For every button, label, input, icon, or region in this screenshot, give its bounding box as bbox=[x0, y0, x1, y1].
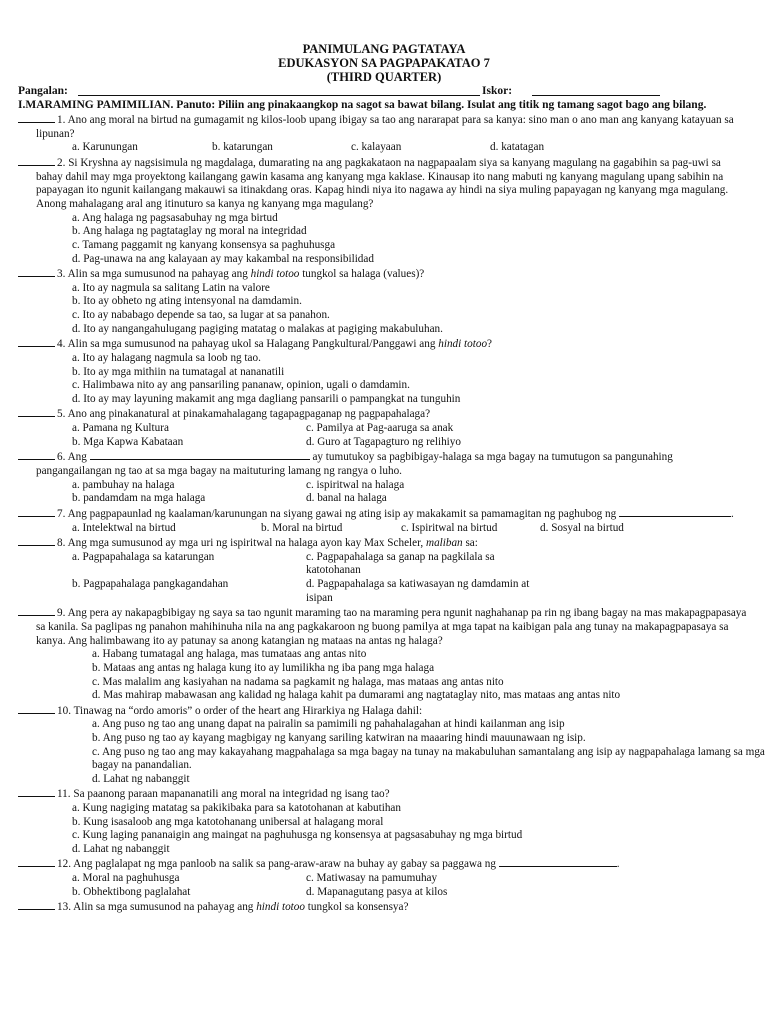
choice: c. kalayaan bbox=[351, 141, 402, 154]
question-text: Tinawag na “ordo amoris” o order of the heart ang Hirarkiya ng Halaga dahil: bbox=[73, 704, 423, 717]
question-2 bbox=[0, 155, 768, 212]
choice: a. Pamana ng Kultura bbox=[72, 422, 169, 435]
choice: b. pandamdam na mga halaga bbox=[72, 492, 206, 505]
answer-blank[interactable] bbox=[18, 605, 55, 616]
question-3 bbox=[0, 266, 768, 282]
choices-4 bbox=[0, 352, 768, 406]
question-number: 2. bbox=[57, 157, 66, 169]
choice: d. katatagan bbox=[490, 141, 545, 154]
choices-11 bbox=[0, 802, 768, 856]
answer-blank[interactable] bbox=[18, 266, 55, 277]
choice: a. Habang tumatagal ang halaga, mas tumataas ang antas nito bbox=[92, 648, 367, 661]
question-11 bbox=[0, 786, 768, 802]
question-number: 1. bbox=[57, 114, 66, 126]
choice: a. Karunungan bbox=[72, 141, 138, 154]
choices-6 bbox=[0, 479, 768, 506]
choice: b. Ang halaga ng pagtataglay ng moral na integridad bbox=[72, 225, 307, 238]
question-number: 3. bbox=[57, 268, 66, 281]
question-number: 4. bbox=[57, 338, 66, 351]
choice: d. Lahat ng nabanggit bbox=[92, 772, 190, 785]
answer-blank[interactable] bbox=[18, 506, 55, 517]
choice: c. Ang puso ng tao ang may kakayahang magpahalaga sa mga bagay na tunay na makabuluhan samantalang ang isip ay nagpapahalaga lamang sa mga bagay na panandalian. bbox=[92, 745, 765, 772]
choice: b. Ito ay mga mithiin na tumatagal at nananatili bbox=[72, 365, 285, 378]
choice: b. Ang puso ng tao ay kayang magbigay ng kanyang sariling katwiran na maaaring hindi mauunawaan ng isip. bbox=[92, 731, 586, 744]
choice: d. Pagpapahalaga sa katiwasayan ng damdamin at isipan bbox=[306, 578, 530, 604]
question-text: sa: bbox=[462, 537, 478, 550]
choice: c. Ispiritwal na birtud bbox=[401, 521, 498, 534]
question-text: Alin sa mga sumusunod na pahayag ang bbox=[67, 268, 251, 281]
emphasis-text: hindi totoo bbox=[250, 268, 300, 281]
question-number: 12. bbox=[57, 858, 71, 871]
instructions-text: Panuto: Piliin ang pinakaangkop na sagot sa bawat bilang. Isulat ang titik ng tamang sagot bago ang bilang. bbox=[176, 99, 707, 111]
answer-blank[interactable] bbox=[18, 703, 55, 714]
choice: b. Mataas ang antas ng halaga kung ito ay lumilikha ng iba pang mga halaga bbox=[92, 661, 435, 674]
choices-9 bbox=[0, 648, 768, 702]
choice: a. Pagpapahalaga sa katarungan bbox=[72, 550, 215, 563]
question-13 bbox=[0, 899, 768, 915]
choice: a. Kung nagiging matatag sa pakikibaka para sa katotohanan at kabutihan bbox=[72, 802, 401, 815]
answer-blank[interactable] bbox=[18, 535, 55, 546]
question-number: 6. bbox=[57, 451, 66, 464]
answer-blank[interactable] bbox=[18, 899, 55, 910]
choice: d. Ito ay may layuning makamit ang mga dagliang pansarili o pampangkat na tunguhin bbox=[72, 392, 461, 405]
choice: d. Mas mahirap mabawasan ang kalidad ng halaga kahit pa dumarami ang nagtataglay nito, mas mataas ang antas nito bbox=[92, 689, 621, 702]
choice: b. katarungan bbox=[212, 141, 273, 154]
choices-8 bbox=[0, 551, 768, 605]
choice: d. banal na halaga bbox=[306, 492, 387, 505]
choice: d. Lahat ng nabanggit bbox=[72, 842, 170, 855]
question-6 bbox=[0, 449, 768, 478]
question-9 bbox=[0, 605, 768, 648]
question-text: Ang pera ay nakapagbibigay ng saya sa tao ngunit maraming tao na maraming pera ngunit naghahanap pa rin ng ibang bagay na mas makapagpapasaya sa kanila. Sa paglipas ng panahon mahihinuha nila na ang pagkakaroon ng buong pamilya at mga tapat na kaibigan pala ang tunay na makapagpapasaya sa kanya. Ang halimbawang ito ay patunay sa anong katangian ng mataas na antas ng halaga? bbox=[36, 607, 747, 647]
fill-in-blank[interactable] bbox=[499, 856, 617, 867]
score-field[interactable] bbox=[532, 84, 660, 96]
quarter-title: (THIRD QUARTER) bbox=[326, 70, 442, 84]
question-8 bbox=[0, 535, 768, 551]
question-number: 9. bbox=[57, 607, 66, 620]
choice: b. Moral na birtud bbox=[261, 521, 343, 534]
choice: b. Obhektibong paglalahat bbox=[72, 885, 191, 898]
choice: a. Intelektwal na birtud bbox=[72, 521, 176, 534]
section-heading: I.MARAMING PAMIMILIAN. bbox=[18, 99, 174, 111]
answer-blank[interactable] bbox=[18, 112, 55, 123]
score-label: Iskor: bbox=[482, 85, 513, 97]
choice: b. Kung isasaloob ang mga katotohanang unibersal at halagang moral bbox=[72, 815, 384, 828]
choice: c. ispiritwal na halaga bbox=[306, 478, 405, 491]
question-4 bbox=[0, 336, 768, 352]
choice: a. pambuhay na halaga bbox=[72, 478, 175, 491]
choice: c. Matiwasay na pamumuhay bbox=[306, 872, 438, 885]
choice: c. Pagpapahalaga sa ganap na pagkilala sa katotohanan bbox=[306, 550, 495, 577]
choice: c. Kung laging pananaigin ang maingat na paghuhusga ng konsensya at pagsasabuhay ng mga birtud bbox=[72, 829, 523, 842]
choice: d. Mapanagutang pasya at kilos bbox=[306, 885, 448, 898]
question-text: ? bbox=[487, 338, 493, 351]
name-score-row bbox=[0, 84, 768, 98]
question-text: Si Kryshna ay nagsisimula ng magdalaga, dumarating na ang pagkakataon na nagpapaalam siya sa kanyang magulang na gagabihin sa pag-uwi sa bahay dahil may mga proyektong kailangang gawin kasama ang kanyang mga kaklase. Kinausap ito nang mabuti ng kanyang magulang upang sabihin na papayagan ito ngunit kailangang makauwi sa itinakdang oras. Kapag hindi niya ito nagawa ay hindi na siya muling papayagan ng kanyang mga magulang. Anong mahalagang aral ang itinuturo sa kanya ng kanyang mga magulang? bbox=[36, 157, 729, 211]
question-10 bbox=[0, 703, 768, 719]
choices-7 bbox=[0, 522, 768, 536]
question-text: Ano ang pinakanatural at pinakamahalagang tagapagpaganap ng pagpapahalaga? bbox=[67, 408, 431, 421]
choices-1 bbox=[0, 141, 768, 155]
question-text: ay tumutukoy sa pagbibigay-halaga sa mga bagay na tumutugon sa pangunahing pangangailangan ng tao at sa mga bagay na maituturing lamang ng rangya o luho. bbox=[36, 451, 673, 477]
choice: c. Pamilya at Pag-aaruga sa anak bbox=[306, 422, 454, 435]
emphasis-text: maliban bbox=[425, 537, 463, 550]
choice: d. Pag-unawa na ang kalayaan ay may kakambal na responsibilidad bbox=[72, 252, 374, 265]
name-field[interactable] bbox=[78, 84, 480, 96]
question-number: 11. bbox=[57, 788, 71, 801]
choice: d. Ito ay nangangahulugang pagiging matatag o malakas at pagiging makabuluhan. bbox=[72, 322, 443, 335]
question-text: Alin sa mga sumusunod na pahayag ang bbox=[73, 901, 257, 914]
answer-blank[interactable] bbox=[18, 786, 55, 797]
question-1 bbox=[0, 112, 768, 141]
answer-blank[interactable] bbox=[18, 856, 55, 867]
page-title: PANIMULANG PAGTATAYA bbox=[302, 42, 466, 56]
question-number: 7. bbox=[57, 507, 66, 520]
choice: a. Moral na paghuhusga bbox=[72, 872, 180, 885]
choice: a. Ang halaga ng pagsasabuhay ng mga birtud bbox=[72, 211, 278, 224]
name-label: Pangalan: bbox=[18, 85, 68, 97]
fill-in-blank[interactable] bbox=[90, 449, 310, 460]
question-number: 10. bbox=[57, 704, 71, 717]
choices-10 bbox=[0, 718, 768, 786]
choice: a. Ito ay nagmula sa salitang Latin na valore bbox=[72, 281, 270, 294]
emphasis-text: hindi totoo bbox=[438, 338, 488, 351]
fill-in-blank[interactable] bbox=[619, 506, 731, 517]
answer-blank[interactable] bbox=[18, 406, 55, 417]
question-text: Sa paanong paraan mapananatili ang moral na integridad ng isang tao? bbox=[73, 788, 390, 801]
question-text: Ang pagpapaunlad ng kaalaman/karunungan na siyang gawai ng ating isip ay makakamit sa pamamagitan ng paghubog ng bbox=[67, 507, 617, 520]
question-text: Alin sa mga sumusunod na pahayag ukol sa Halagang Pangkultural/Panggawi ang bbox=[67, 338, 439, 351]
choices-12 bbox=[0, 872, 768, 899]
question-number: 13. bbox=[57, 901, 71, 914]
choice: c. Ito ay nababago depende sa tao, sa lugar at sa panahon. bbox=[72, 309, 330, 322]
question-text: Ang paglalapat ng mga panloob na salik sa pang-araw-araw na buhay ay gabay sa paggawa ng bbox=[73, 858, 496, 871]
answer-blank[interactable] bbox=[18, 336, 55, 347]
question-text: Ano ang moral na birtud na gumagamit ng kilos-loob upang ibigay sa tao ang nararapat para sa kanya: sino man o ano man ang kanyang katayuan sa lipunan? bbox=[36, 114, 734, 140]
emphasis-text: hindi totoo bbox=[256, 901, 305, 914]
choices-3 bbox=[0, 282, 768, 336]
choice: b. Pagpapahalaga pangkagandahan bbox=[72, 578, 229, 591]
question-text: Ang bbox=[67, 451, 90, 464]
choice: b. Mga Kapwa Kabataan bbox=[72, 435, 184, 448]
instructions bbox=[18, 98, 750, 112]
choice: c. Halimbawa nito ay ang pansariling pananaw, opinion, ugali o damdamin. bbox=[72, 379, 410, 392]
question-text: tungkol sa halaga (values)? bbox=[299, 268, 425, 281]
choices-2 bbox=[0, 212, 768, 266]
question-text: Ang mga sumusunod ay mga uri ng ispiritwal na halaga ayon kay Max Scheler, bbox=[67, 537, 426, 550]
choice: a. Ang puso ng tao ang unang dapat na pairalin sa pamimili ng pahahalagahan at hindi kailanman ang isip bbox=[92, 718, 565, 731]
choice: d. Guro at Tagapagturo ng relihiyo bbox=[306, 435, 461, 448]
answer-blank[interactable] bbox=[18, 449, 55, 460]
question-number: 5. bbox=[57, 408, 66, 421]
question-7: 7. Ang pagpapaunlad ng kaalaman/karunungan na siyang gawai ng ating isip ay makakamit sa pamamagitan ng paghubog ng . bbox=[0, 506, 768, 522]
question-5 bbox=[0, 406, 768, 422]
question-number: 8. bbox=[57, 537, 66, 550]
question-12: 12. Ang paglalapat ng mga panloob na salik sa pang-araw-araw na buhay ay gabay sa paggawa ng . bbox=[0, 856, 768, 872]
choice: d. Sosyal na birtud bbox=[540, 521, 624, 534]
choices-5 bbox=[0, 422, 768, 449]
choice: a. Ito ay halagang nagmula sa loob ng tao. bbox=[72, 351, 261, 364]
question-text: tungkol sa konsensya? bbox=[304, 901, 409, 914]
choice: b. Ito ay obheto ng ating intensyonal na damdamin. bbox=[72, 295, 302, 308]
choice: c. Tamang paggamit ng kanyang konsensya sa paghuhusga bbox=[72, 239, 336, 251]
subject-title: EDUKASYON SA PAGPAPAKATAO 7 bbox=[278, 56, 490, 70]
answer-blank[interactable] bbox=[18, 155, 55, 166]
choice: c. Mas malalim ang kasiyahan na nadama sa pagkamit ng halaga, mas mataas ang antas nito bbox=[92, 675, 504, 688]
